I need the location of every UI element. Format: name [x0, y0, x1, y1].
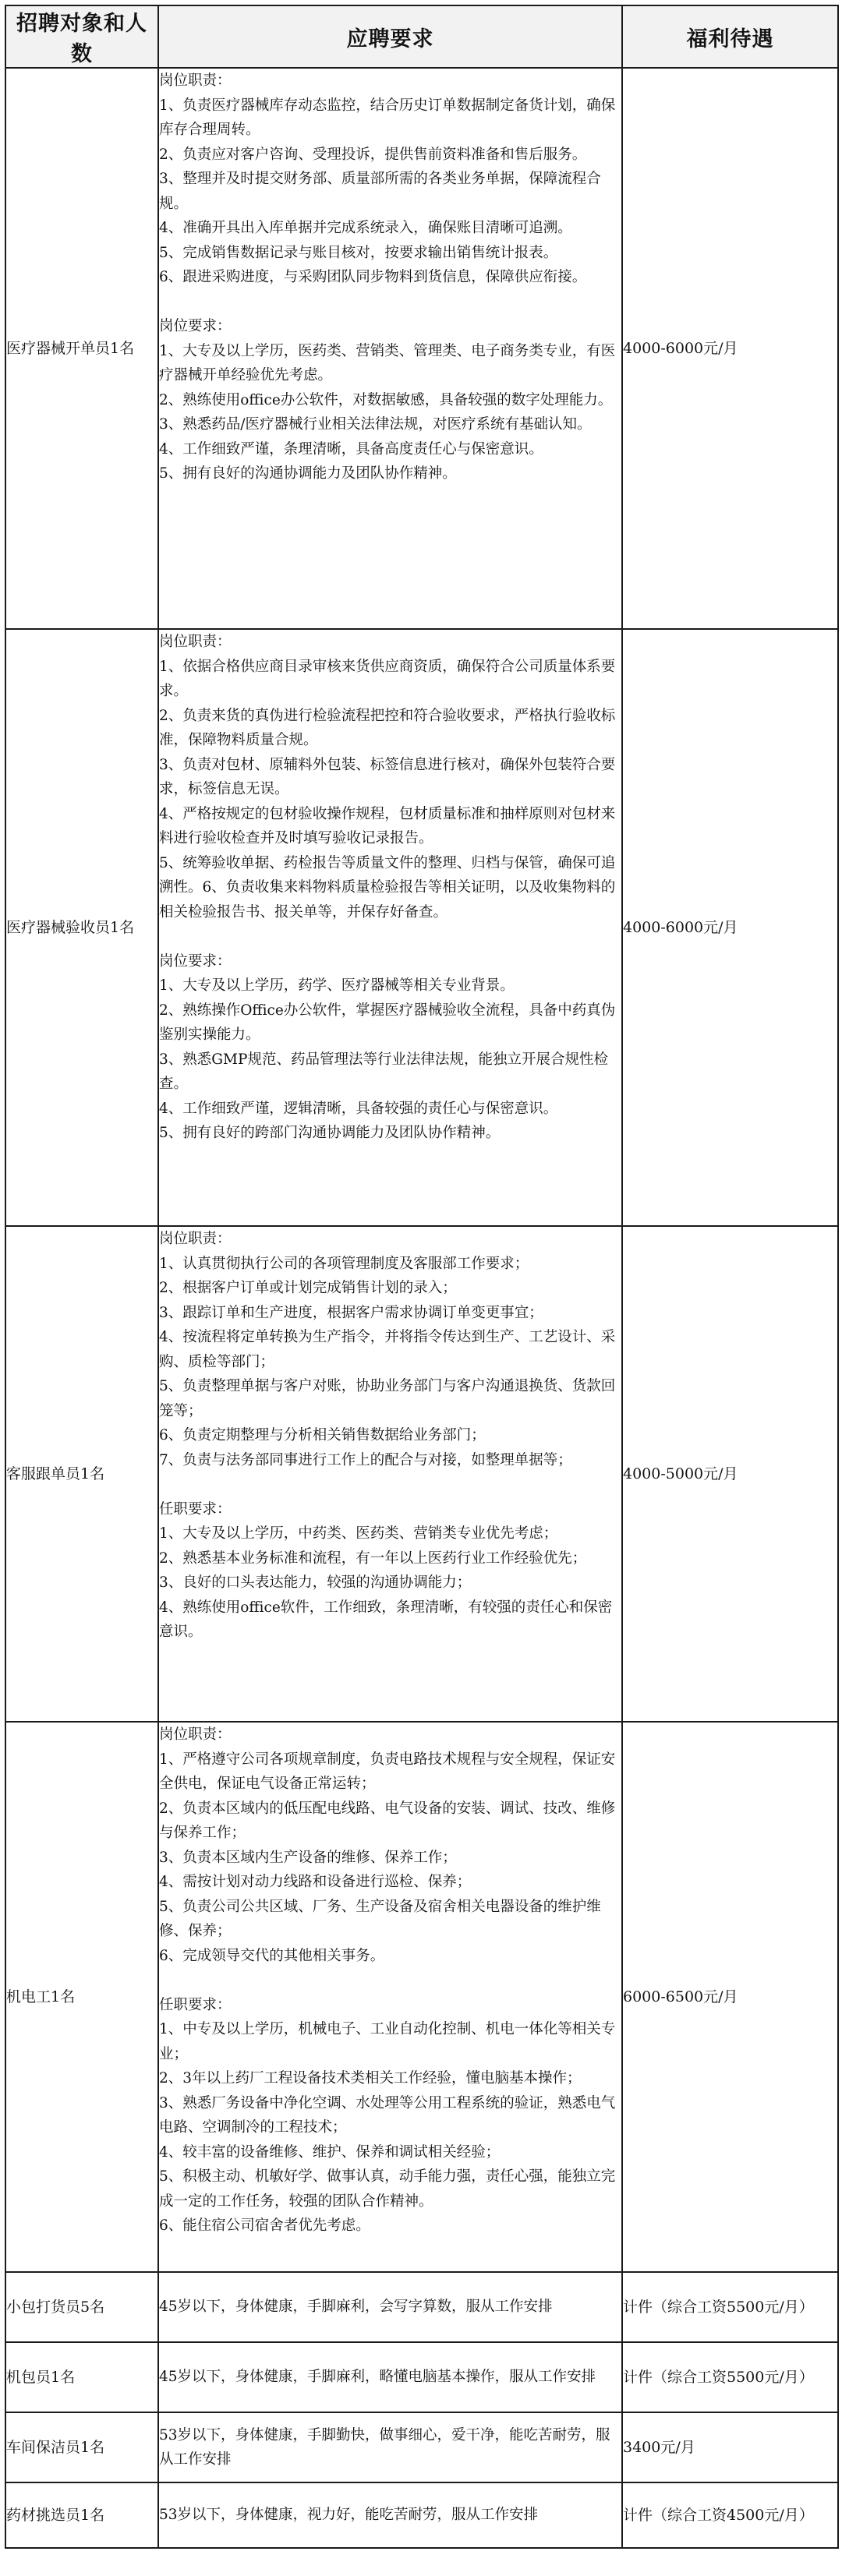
table-row-small-packer: [5, 2272, 838, 2342]
table-row-customer-service-follower: [5, 1226, 838, 1722]
requirements-cell: [158, 2342, 622, 2412]
header-requirements: 应聘要求: [158, 5, 622, 68]
recruitment-table: [5, 5, 839, 2549]
requirements-cell: [158, 1226, 622, 1722]
requirements-cell: [158, 2412, 622, 2482]
header-row: [5, 5, 838, 68]
requirements-text: 53岁以下，身体健康，视力好，能吃苦耐劳，服从工作安排: [159, 2507, 539, 2524]
requirements-text: 岗位职责： 1、严格遵守公司各项规章制度，负责电路技术规程与安全规程，保证安全供电，保证电气设备正常运转； 2、负责本区域内的低压配电线路、电气设备的安装、调试、技改、维修与保养工作； 3、负责本区域内生产设备的维修、保养工作； 4、需按计划对动力线路和设备进行巡检、保养； 5、负责公司公共区域、厂务、生产设备及宿舍相关电器设备的维护维修、保养； 6、完成领导交代的其他相关事务。 任职要求： 1、中专及以上学历，机械电子、工业自动化控制、机电一体化等相关专业； 2、3年以上药厂工程设备技术类相关工作经验，懂电脑基本操作； 3、熟悉厂务设备中净化空调、水处理等公用工程系统的验证，熟悉电气电路、空调制冷的工程技术； 4、较丰富的设备维修、维护、保养和调试相关经验； 5、积极主动、机敏好学、做事认真，动手能力强，责任心强，能独立完成一定的工作任务，较强的团队合作精神。 6、能住宿公司宿舍者优先考虑。: [159, 1726, 616, 2234]
table-row-machine-packer: [5, 2342, 838, 2412]
benefits-cell: 4000-6000元/月: [622, 68, 838, 629]
requirements-cell: [158, 68, 622, 629]
benefits-cell: 4000-5000元/月: [622, 1226, 838, 1722]
requirements-text: 53岁以下，身体健康，手脚勤快，做事细心，爱干净，能吃苦耐劳，服从工作安排: [159, 2426, 610, 2468]
table-row-medical-device-order-clerk: [5, 68, 838, 629]
position-cell: 小包打货员5名: [5, 2272, 158, 2342]
requirements-cell: [158, 2482, 622, 2548]
position-cell: 药材挑选员1名: [5, 2482, 158, 2548]
position-cell: 机包员1名: [5, 2342, 158, 2412]
requirements-cell: [158, 1722, 622, 2272]
table-row-medical-device-inspector: [5, 629, 838, 1226]
benefits-cell: 计件（综合工资4500元/月）: [622, 2482, 838, 2548]
header-benefits: 福利待遇: [622, 5, 838, 68]
header-position: 招聘对象和人数: [5, 5, 158, 68]
requirements-text: 岗位职责： 1、认真贯彻执行公司的各项管理制度及客服部工作要求； 2、根据客户订单或计划完成销售计划的录入； 3、跟踪订单和生产进度，根据客户需求协调订单变更事宜； 4、按流程将定单转换为生产指令，并将指令传达到生产、工艺设计、采购、质检等部门； 5、负责整理单据与客户对账，协助业务部门与客户沟通退换货、货款回笼等； 6、负责定期整理与分析相关销售数据给业务部门； 7、负责与法务部同事进行工作上的配合与对接，如整理单据等； 任职要求： 1、大专及以上学历，中药类、医药类、营销类专业优先考虑； 2、熟悉基本业务标准和流程，有一年以上医药行业工作经验优先； 3、良好的口头表达能力，较强的沟通协调能力； 4、熟练使用office软件，工作细致，条理清晰，有较强的责任心和保密意识。: [159, 1231, 616, 1640]
requirements-cell: [158, 2272, 622, 2342]
position-cell: 医疗器械开单员1名: [5, 68, 158, 629]
position-cell: 医疗器械验收员1名: [5, 629, 158, 1226]
benefits-cell: 4000-6000元/月: [622, 629, 838, 1226]
position-cell: 机电工1名: [5, 1722, 158, 2272]
position-cell: 车间保洁员1名: [5, 2412, 158, 2482]
benefits-cell: 计件（综合工资5500元/月）: [622, 2272, 838, 2342]
table-row-herb-sorter: [5, 2482, 838, 2548]
requirements-text: 45岁以下，身体健康，手脚麻利，会写字算数，服从工作安排: [159, 2299, 553, 2316]
benefits-cell: 3400元/月: [622, 2412, 838, 2482]
benefits-cell: 计件（综合工资5500元/月）: [622, 2342, 838, 2412]
requirements-text: 岗位职责： 1、依据合格供应商目录审核来货供应商资质，确保符合公司质量体系要求。 2、负责来货的真伪进行检验流程把控和符合验收要求，严格执行验收标准，保障物料质量合规。 3、负责对包材、原辅料外包装、标签信息进行核对，确保外包装符合要求，标签信息无误。 4、严格按规定的包材验收操作规程，包材质量标准和抽样原则对包材来料进行验收检查并及时填写验收记录报告。 5、统筹验收单据、药检报告等质量文件的整理、归档与保管，确保可追溯性。6、负责收集来料物料质量检验报告等相关证明，以及收集物料的相关检验报告书、报关单等，并保存好备查。 岗位要求： 1、大专及以上学历，药学、医疗器械等相关专业背景。 2、熟练操作Office办公软件，掌握医疗器械验收全流程，具备中药真伪鉴别实操能力。 3、熟悉GMP规范、药品管理法等行业法律法规，能独立开展合规性检查。 4、工作细致严谨，逻辑清晰，具备较强的责任心与保密意识。 5、拥有良好的跨部门沟通协调能力及团队协作精神。: [159, 634, 616, 1141]
requirements-text: 45岁以下，身体健康，手脚麻利，略懂电脑基本操作，服从工作安排: [159, 2369, 596, 2386]
table-row-workshop-cleaner: [5, 2412, 838, 2482]
position-cell: 客服跟单员1名: [5, 1226, 158, 1722]
requirements-cell: [158, 629, 622, 1226]
requirements-text: 岗位职责： 1、负责医疗器械库存动态监控，结合历史订单数据制定备货计划，确保库存合理周转。 2、负责应对客户咨询、受理投诉，提供售前资料准备和售后服务。 3、整理并及时提交财务部、质量部所需的各类业务单据，保障流程合规。 4、准确开具出入库单据并完成系统录入，确保账目清晰可追溯。 5、完成销售数据记录与账目核对，按要求输出销售统计报表。 6、跟进采购进度，与采购团队同步物料到货信息，保障供应衔接。 岗位要求： 1、大专及以上学历，医药类、营销类、管理类、电子商务类专业，有医疗器械开单经验优先考虑。 2、熟练使用office办公软件，对数据敏感，具备较强的数字处理能力。 3、熟悉药品/医疗器械行业相关法律法规，对医疗系统有基础认知。 4、工作细致严谨，条理清晰，具备高度责任心与保密意识。 5、拥有良好的沟通协调能力及团队协作精神。: [159, 72, 616, 482]
table-row-electrician: [5, 1722, 838, 2272]
benefits-cell: 6000-6500元/月: [622, 1722, 838, 2272]
